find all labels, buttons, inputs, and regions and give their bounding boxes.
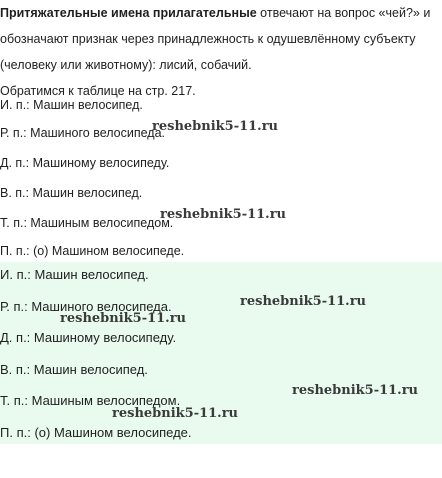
intro-line-1 — [0, 0, 436, 26]
bold-term: Притяжательные имена прилагательные — [0, 6, 257, 20]
watermark: reshebnik5-11.ru — [292, 383, 419, 398]
watermark: reshebnik5-11.ru — [160, 207, 287, 222]
watermark: reshebnik5-11.ru — [152, 119, 279, 134]
case-genitive: Р. п.: Машиного велосипеда. — [0, 126, 166, 140]
intro-line-1-rest: отвечают на вопрос «чей?» и — [256, 6, 431, 20]
intro-paragraph — [0, 0, 436, 104]
watermark: reshebnik5-11.ru — [240, 294, 367, 309]
watermark: reshebnik5-11.ru — [112, 406, 239, 421]
watermark: reshebnik5-11.ru — [60, 311, 187, 326]
case-prepositional: П. п.: (о) Машином велосипеде. — [0, 244, 185, 258]
answer-case-instrumental: Т. п.: Машиным велосипедом. — [0, 393, 181, 408]
answer-case-dative: Д. п.: Машиному велосипеду. — [0, 330, 177, 345]
answer-case-prepositional: П. п.: (о) Машином велосипеде. — [0, 425, 192, 440]
intro-line-2: обозначают признак через принадлежность к одушевлённому субъекту — [0, 32, 416, 46]
answer-case-nominative: И. п.: Машин велосипед. — [0, 267, 149, 282]
intro-line-4: Обратимся к таблице на стр. 217. — [0, 84, 196, 98]
case-dative: Д. п.: Машиному велосипеду. — [0, 156, 170, 170]
answer-case-genitive: Р. п.: Машиного велосипеда. — [0, 299, 172, 314]
case-instrumental: Т. п.: Машиным велосипедом. — [0, 216, 174, 230]
intro-line-3: (человеку или животному): лисий, собачий. — [0, 58, 252, 72]
case-nominative: И. п.: Машин велосипед. — [0, 98, 143, 112]
case-accusative: В. п.: Машин велосипед. — [0, 186, 143, 200]
answer-case-accusative: В. п.: Машин велосипед. — [0, 362, 148, 377]
